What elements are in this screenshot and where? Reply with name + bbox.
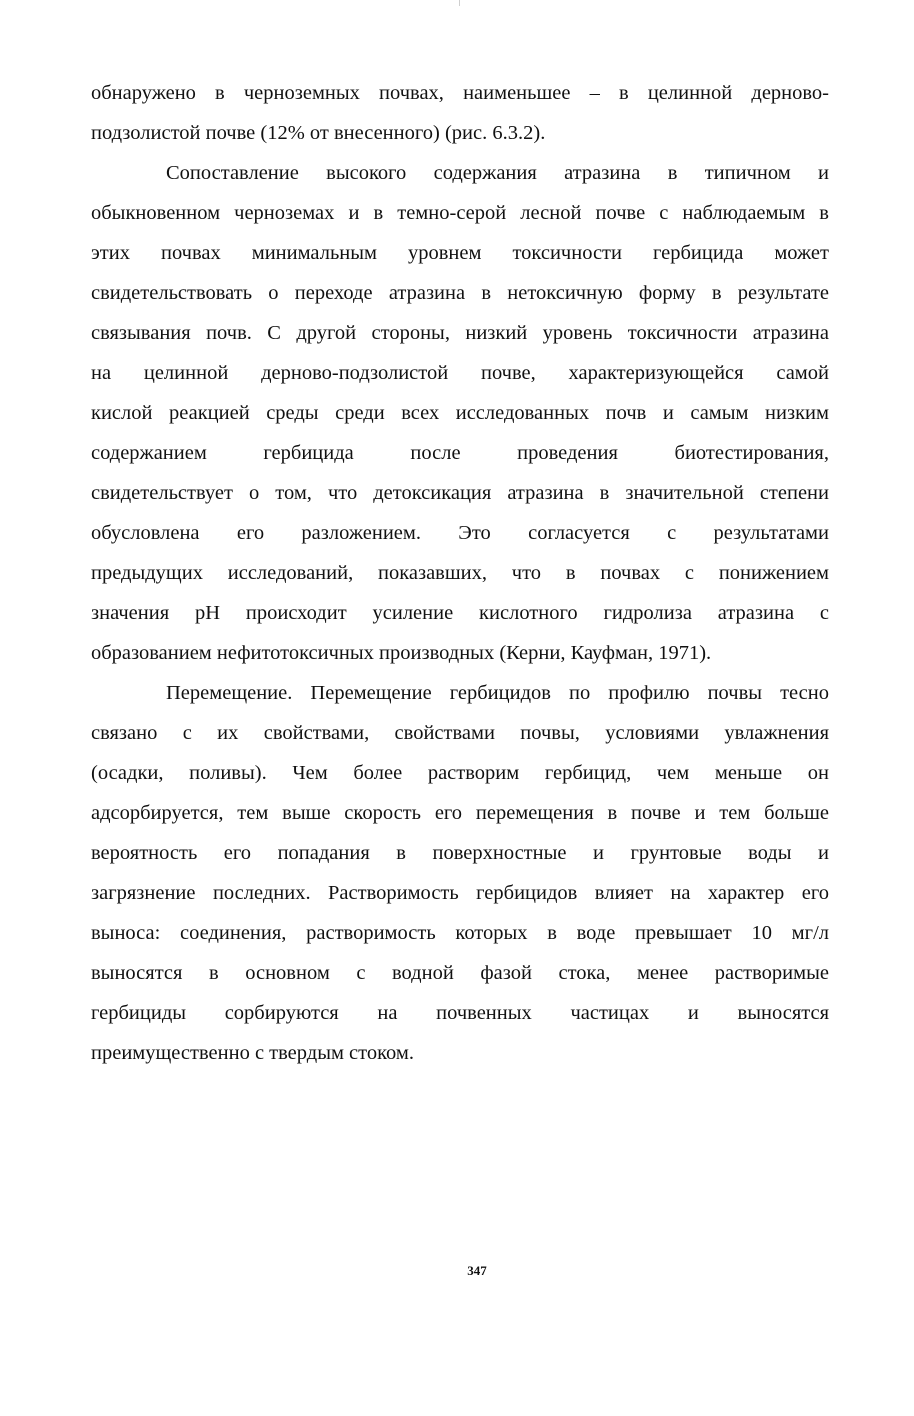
text-line: образованием нефитотоксичных производных (Керни, Кауфман, 1971). xyxy=(91,642,712,664)
text-line: обнаружено в черноземных почвах, наименьшее – в целинной дерново- xyxy=(91,82,829,104)
text-line: вероятность его попадания в поверхностные и грунтовые воды и xyxy=(91,842,829,864)
text-line: кислой реакцией среды среди всех исследованных почв и самым низким xyxy=(91,402,829,424)
text-line: выносятся в основном с водной фазой стока, менее растворимые xyxy=(91,962,829,984)
text-line: содержанием гербицида после проведения биотестирования, xyxy=(91,442,829,464)
text-line: свидетельствовать о переходе атразина в нетоксичную форму в результате xyxy=(91,282,829,304)
text-line: на целинной дерново-подзолистой почве, характеризующейся самой xyxy=(91,362,829,384)
text-line: подзолистой почве (12% от внесенного) (рис. 6.3.2). xyxy=(91,122,546,144)
text-line: адсорбируется, тем выше скорость его перемещения в почве и тем больше xyxy=(91,802,829,824)
text-line: связывания почв. С другой стороны, низкий уровень токсичности атразина xyxy=(91,322,829,344)
text-line: Сопоставление высокого содержания атразина в типичном и xyxy=(166,162,829,184)
scan-speck xyxy=(459,0,460,6)
text-line: Перемещение. Перемещение гербицидов по профилю почвы тесно xyxy=(166,682,829,704)
text-line: выноса: соединения, растворимость которых в воде превышает 10 мг/л xyxy=(91,922,829,944)
text-line: обыкновенном черноземах и в темно-серой лесной почве с наблюдаемым в xyxy=(91,202,829,224)
text-line: значения pH происходит усиление кислотного гидролиза атразина с xyxy=(91,602,829,624)
text-line: (осадки, поливы). Чем более растворим гербицид, чем меньше он xyxy=(91,762,829,784)
page-number: 347 xyxy=(467,1263,487,1278)
text-line: этих почвах минимальным уровнем токсичности гербицида может xyxy=(91,242,829,264)
text-line: предыдущих исследований, показавших, что в почвах с понижением xyxy=(91,562,829,584)
text-line: гербициды сорбируются на почвенных частицах и выносятся xyxy=(91,1002,829,1024)
text-line: связано с их свойствами, свойствами почвы, условиями увлажнения xyxy=(91,722,829,744)
text-line: обусловлена его разложением. Это согласуется с результатами xyxy=(91,522,829,544)
text-line: преимущественно с твердым стоком. xyxy=(91,1042,414,1064)
text-line: загрязнение последних. Растворимость гербицидов влияет на характер его xyxy=(91,882,829,904)
text-line: свидетельствует о том, что детоксикация атразина в значительной степени xyxy=(91,482,829,504)
